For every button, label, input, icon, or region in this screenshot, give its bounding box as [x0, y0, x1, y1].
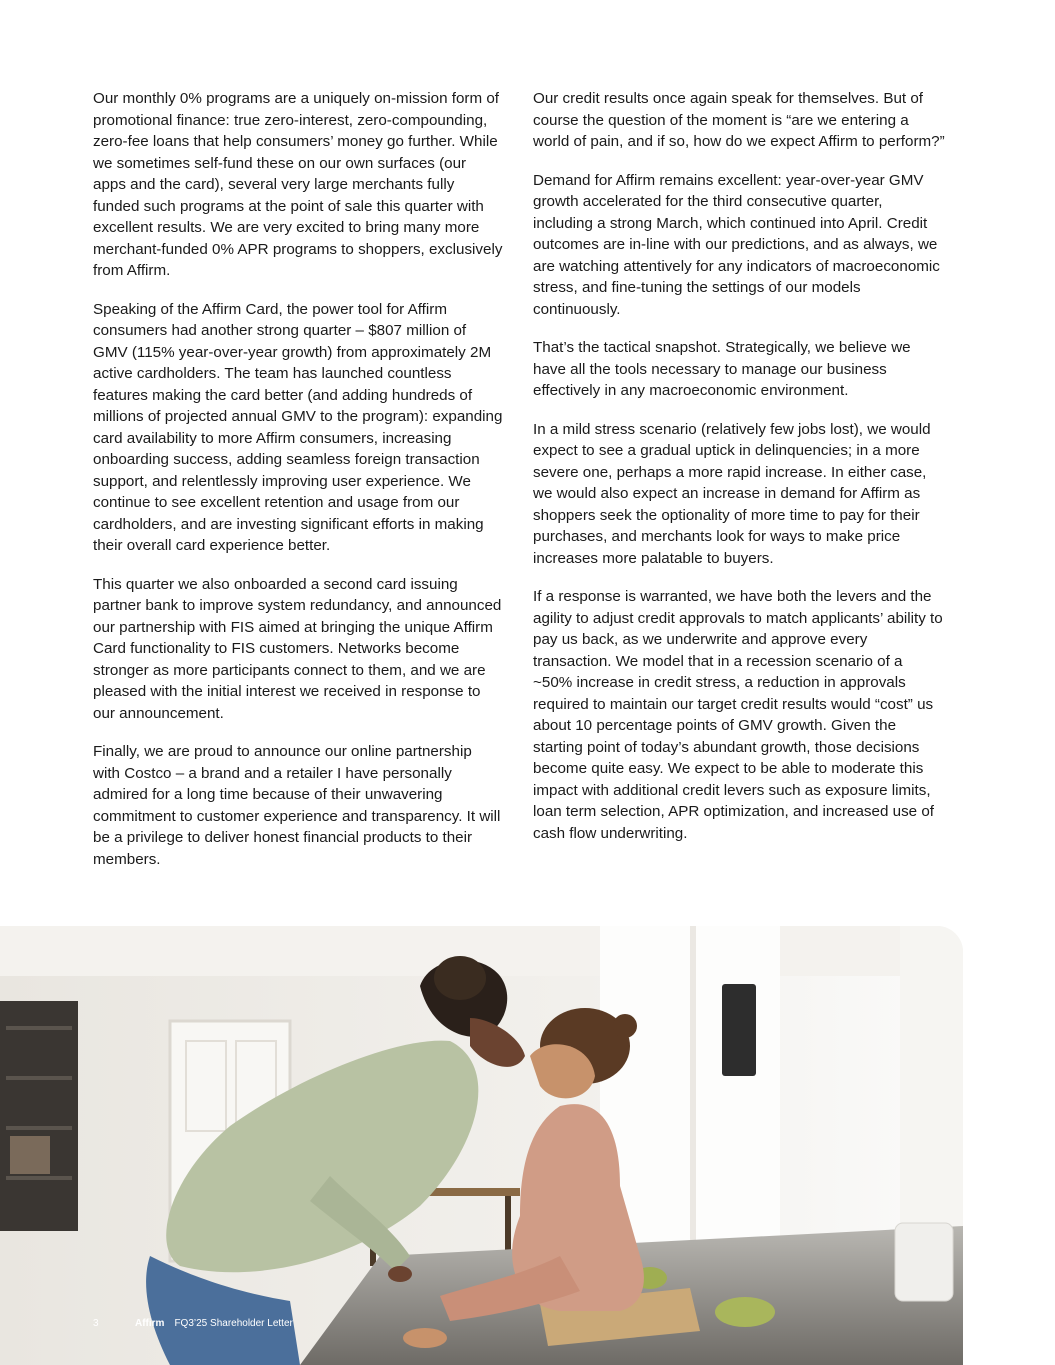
paragraph-costco-partnership: Finally, we are proud to announce our online partnership with Costco – a brand and a retailer I have personally admired for a long time because of their unwavering commitment to customer experience and transparency. It will be a privilege to deliver honest financial products to their members. — [93, 743, 501, 868]
paragraph-demand: Demand for Affirm remains excellent: year-over-year GMV growth accelerated for the third consecutive quarter, including a strong March, which continued into April. Credit outcomes are in-line with our predictions, and as always, we are watching attentively for any indicators of macroeconomic stress, and fine-tuning the settings of our models continuously. — [533, 171, 940, 318]
paragraph-credit-results: Our credit results once again speak for themselves. But of course the question of the moment is “are we entering a world of pain, and if so, how do we expect Affirm to perform?” — [533, 90, 945, 150]
paragraph-tactical-snapshot: That’s the tactical snapshot. Strategically, we believe we have all the tools necessary to manage our business effectively in any macroeconomic environment. — [533, 339, 911, 399]
letter-left-column — [93, 88, 503, 887]
paragraph-stress-scenario: In a mild stress scenario (relatively few jobs lost), we would expect to see a gradual uptick in delinquencies; in a more severe one, perhaps a more rapid increase. In either case, we would also expect an increase in demand for Affirm as shoppers seek the optionality of more time to pay for their purchases, and merchants look for ways to make price increases more palatable to buyers. — [533, 420, 931, 567]
footer-brand: Affirm — [135, 1318, 165, 1329]
lifestyle-photo — [0, 926, 963, 1365]
paragraph-card-issuing-partner: This quarter we also onboarded a second card issuing partner bank to improve system redundancy, and announced our partnership with FIS aimed at bringing the unique Affirm Card functionality to FIS customers. Networks become stronger as more participants connect to them, and we are pleased with the initial interest we received in response to our announcement. — [93, 575, 502, 722]
footer-doc-title: FQ3’25 Shareholder Letter — [174, 1318, 293, 1329]
letter-right-column — [533, 88, 945, 861]
paragraph-response-levers: If a response is warranted, we have both the levers and the agility to adjust credit approvals to match applicants’ ability to pay us back, as we underwrite and approve every transaction. We model that in a recession scenario of a ~50% increase in credit stress, a reduction in approvals required to maintain our target credit results would “cost” us about 10 percentage points of GMV growth. Given the starting point of today’s abundant growth, those decisions become quite easy. We expect to be able to moderate this impact with additional credit levers such as exposure limits, loan term selection, APR optimization, and increased use of cash flow underwriting. — [533, 588, 943, 842]
bookshelf — [0, 1001, 78, 1231]
page-footer — [93, 1318, 293, 1329]
page-number: 3 — [93, 1318, 99, 1329]
speaker — [895, 1223, 953, 1301]
wall-tv — [722, 984, 756, 1076]
paragraph-affirm-card: Speaking of the Affirm Card, the power tool for Affirm consumers had another strong quarter – $807 million of GMV (115% year-over-year growth) from approximately 2M active cardholders. The team has launched countless features making the card better (and adding hundreds of millions of projected annual GMV to the program): expanding card availability to more Affirm consumers, increasing onboarding success, adding seamless foreign transaction support, and relentlessly improving user experience. We continue to see excellent retention and usage from our cardholders, and are investing significant efforts in making their overall card experience better. — [93, 300, 503, 554]
paragraph-0-percent-programs: Our monthly 0% programs are a uniquely on-mission form of promotional finance: true zero-interest, zero-compounding, zero-fee loans that help consumers’ money go further. While we sometimes self-fund these on our own surfaces (our apps and the card), several very large merchants fully funded such programs at the point of sale this quarter with excellent results. We are very excited to bring many more merchant-funded 0% APR programs to shoppers, exclusively from Affirm. — [93, 90, 503, 279]
